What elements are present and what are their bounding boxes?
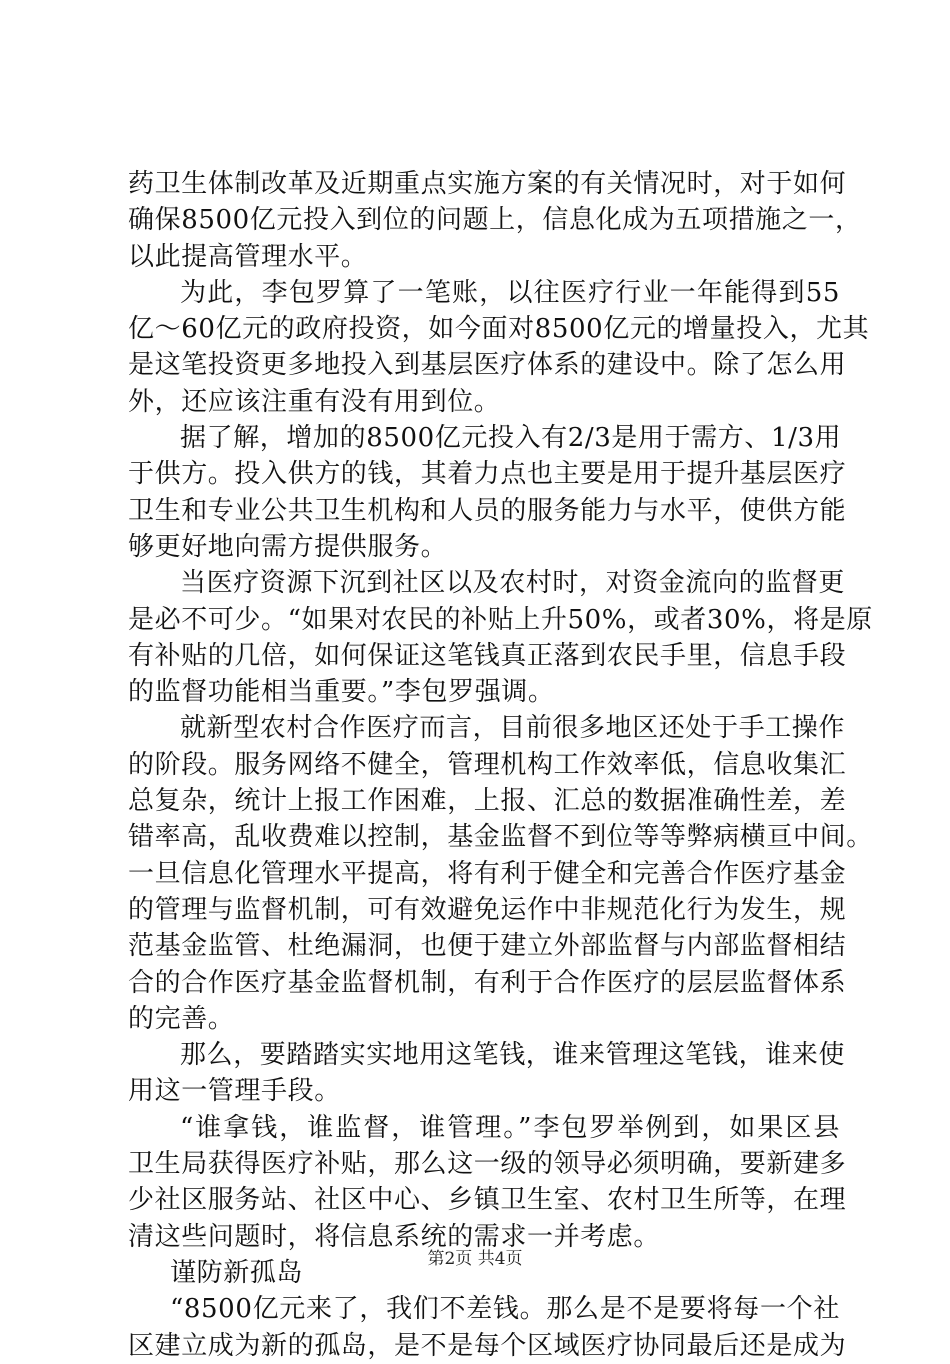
paragraph-start-line: 据了解，增加的8500亿元投入有2/3是用于需方、1/3用 — [180, 423, 842, 454]
text-line: 的监督功能相当重要。”李包罗强调。 — [128, 677, 555, 708]
text-line: 亿～60亿元的政府投资，如今面对8500亿元的增量投入，尤其 — [128, 314, 870, 345]
text-line: 够更好地向需方提供服务。 — [128, 531, 448, 562]
body-text — [128, 166, 873, 1364]
text-line: 清这些问题时，将信息系统的需求一并考虑。 — [128, 1221, 661, 1252]
paragraph-start-line: “谁拿钱，谁监督，谁管理。”李包罗举例到，如果区县 — [180, 1112, 840, 1143]
section-heading: 谨防新孤岛 — [170, 1257, 304, 1288]
paragraph-start-line: 那么，要踏踏实实地用这笔钱，谁来管理这笔钱，谁来使 — [180, 1040, 846, 1071]
paragraph-start-line: 为此，李包罗算了一笔账，以往医疗行业一年能得到55 — [180, 277, 840, 308]
text-line: 一旦信息化管理水平提高，将有利于健全和完善合作医疗基金 — [128, 858, 847, 889]
page-footer: 第2页 共4页 — [427, 1249, 523, 1269]
text-line: 于供方。投入供方的钱，其着力点也主要是用于提升基层医疗 — [128, 459, 847, 490]
text-line: 确保8500亿元投入到位的问题上，信息化成为五项措施之一， — [128, 205, 862, 236]
text-line: 少社区服务站、社区中心、乡镇卫生室、农村卫生所等，在理 — [128, 1185, 847, 1216]
text-line: 的阶段。服务网络不健全，管理机构工作效率低，信息收集汇 — [128, 749, 847, 780]
text-line: 是这笔投资更多地投入到基层医疗体系的建设中。除了怎么用 — [128, 350, 847, 381]
text-line: 合的合作医疗基金监督机制，有利于合作医疗的层层监督体系 — [128, 967, 847, 998]
text-line: 范基金监管、杜绝漏洞，也便于建立外部监督与内部监督相结 — [128, 931, 847, 962]
text-line: 的管理与监督机制，可有效避免运作中非规范化行为发生，规 — [128, 894, 847, 925]
text-line: 的完善。 — [128, 1003, 235, 1034]
text-line: 卫生局获得医疗补贴，那么这一级的领导必须明确，要新建多 — [128, 1149, 847, 1180]
text-line: 区建立成为新的孤岛，是不是每个区域医疗协同最后还是成为 — [128, 1330, 847, 1361]
text-line: 总复杂，统计上报工作困难，上报、汇总的数据准确性差，差 — [128, 786, 847, 817]
paragraph-start-line: 当医疗资源下沉到社区以及农村时，对资金流向的监督更 — [180, 568, 846, 599]
text-line: 是必不可少。“如果对农民的补贴上升50%，或者30%，将是原 — [128, 604, 873, 635]
text-line: 有补贴的几倍，如何保证这笔钱真正落到农民手里，信息手段 — [128, 640, 847, 671]
text-line: 外，还应该注重有没有用到位。 — [128, 386, 501, 417]
paragraph-start-line: 就新型农村合作医疗而言，目前很多地区还处于手工操作 — [180, 713, 846, 744]
text-line: 错率高，乱收费难以控制，基金监督不到位等等弊病横亘中间。 — [128, 822, 873, 853]
paragraph-start-line: “8500亿元来了，我们不差钱。那么是不是要将每一个社 — [170, 1294, 840, 1325]
text-line: 以此提高管理水平。 — [128, 241, 368, 272]
text-line: 用这一管理手段。 — [128, 1076, 341, 1107]
text-line: 药卫生体制改革及近期重点实施方案的有关情况时，对于如何 — [128, 169, 847, 199]
text-line: 卫生和专业公共卫生机构和人员的服务能力与水平，使供方能 — [128, 495, 847, 526]
